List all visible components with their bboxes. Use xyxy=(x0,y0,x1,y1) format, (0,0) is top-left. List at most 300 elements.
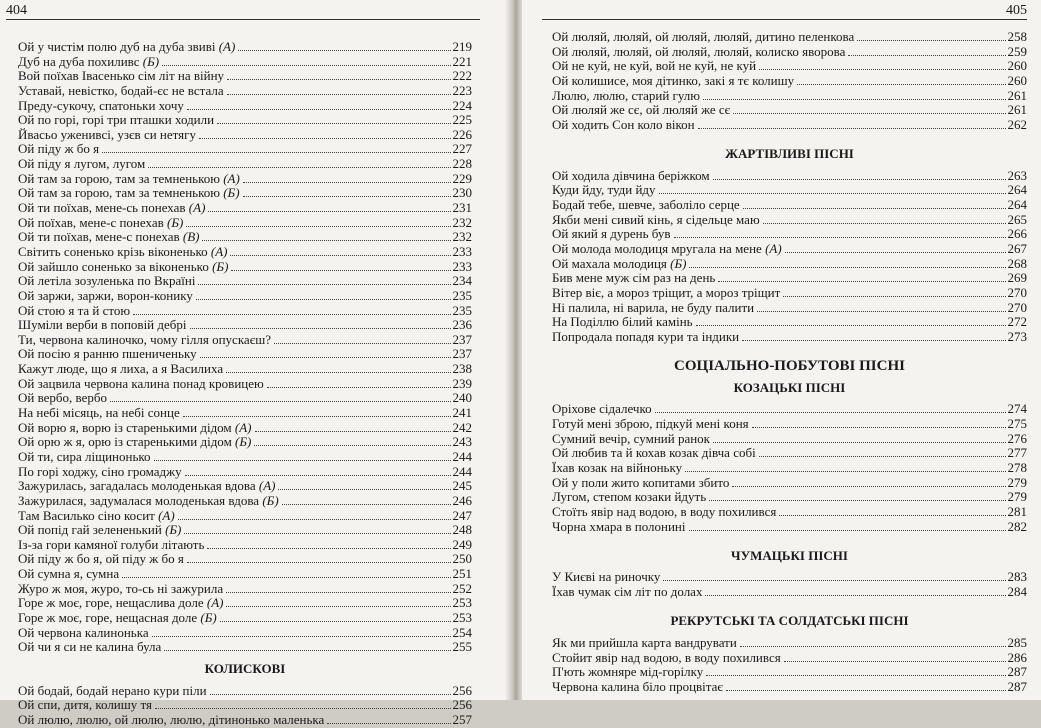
dot-leader xyxy=(759,456,1006,457)
toc-entry xyxy=(18,40,472,55)
dot-leader xyxy=(210,694,451,695)
entry-variant: (А) xyxy=(218,39,236,54)
toc-entry xyxy=(552,213,1027,228)
entry-page-number: 266 xyxy=(1007,226,1027,242)
entry-page-number: 239 xyxy=(452,375,472,391)
toc-entry xyxy=(552,89,1027,104)
dot-leader xyxy=(713,179,1006,180)
entry-title: Ой який я дурень був xyxy=(552,226,671,242)
dot-leader xyxy=(713,442,1006,443)
toc-entry xyxy=(552,198,1027,213)
toc-entry xyxy=(552,651,1027,666)
table-of-contents xyxy=(18,40,472,727)
subsection-heading: ЧУМАЦЬКІ ПІСНІ xyxy=(731,547,848,563)
toc-entry xyxy=(18,245,472,260)
toc-entry xyxy=(552,680,1027,695)
entry-page-number: 255 xyxy=(452,639,472,655)
entry-variant: (А) xyxy=(234,419,252,435)
dot-leader xyxy=(255,431,451,432)
toc-entry xyxy=(18,230,472,245)
entry-page-number: 222 xyxy=(452,68,472,84)
entry-variant: (Б) xyxy=(235,434,252,450)
entry-page-number: 234 xyxy=(452,273,472,289)
entry-title: Люлю, люлю, старий гулю xyxy=(552,87,700,103)
entry-page-number: 270 xyxy=(1007,284,1027,300)
entry-page-number: 258 xyxy=(1007,29,1027,44)
entry-page-number: 260 xyxy=(1007,58,1027,74)
dot-leader xyxy=(196,299,451,300)
toc-entry xyxy=(18,201,472,216)
entry-page-number: 254 xyxy=(452,624,472,640)
section-heading: СОЦІАЛЬНО-ПОБУТОВІ ПІСНІ xyxy=(674,358,905,375)
toc-entries xyxy=(552,30,1027,132)
entry-page-number: 235 xyxy=(452,302,472,318)
entry-page-number: 248 xyxy=(452,522,472,538)
entry-page-number: 273 xyxy=(1007,328,1027,344)
toc-entry xyxy=(18,479,472,494)
entry-title: Попродала попадя кури та індики xyxy=(552,328,740,344)
toc-entry xyxy=(18,582,472,597)
dot-leader xyxy=(110,401,451,402)
entry-title: Ой сумна я, сумна xyxy=(18,566,120,582)
entry-page-number: 287 xyxy=(1007,678,1027,694)
dot-leader xyxy=(718,281,1005,282)
toc-entry xyxy=(18,435,472,450)
toc-entry xyxy=(18,333,472,348)
entry-title: Ой молода молодиця мругала на мене (А) xyxy=(552,240,782,256)
dot-leader xyxy=(282,504,451,505)
entry-title: Бив мене муж сім раз на день xyxy=(552,270,716,286)
dot-leader xyxy=(183,416,451,417)
entry-page-number: 263 xyxy=(1007,167,1027,183)
entry-title: Ой летіла зозуленька по Вкраїні xyxy=(18,273,196,289)
entry-page-number: 279 xyxy=(1007,474,1027,490)
entry-page-number: 251 xyxy=(452,566,472,582)
table-of-contents xyxy=(552,30,1027,695)
entry-page-number: 284 xyxy=(1007,584,1027,600)
dot-leader xyxy=(797,84,1005,85)
right-page xyxy=(522,0,1041,700)
header-rule xyxy=(6,19,480,20)
dot-leader xyxy=(779,515,1005,516)
toc-entry xyxy=(18,596,472,611)
entry-title: Із-за гори камяної голуби літають xyxy=(18,536,205,552)
toc-entry xyxy=(552,118,1027,133)
entry-title: Ой ходить Сон коло вікон xyxy=(552,116,695,132)
entry-variant: (Б) xyxy=(212,258,229,274)
entry-title: Ти, червона калиночко, чому гілля опускаєш? xyxy=(18,331,272,347)
entry-page-number: 272 xyxy=(1007,314,1027,330)
dot-leader xyxy=(238,50,450,51)
entry-page-number: 282 xyxy=(1007,518,1027,534)
entry-title: Оріхове сідалечко xyxy=(552,401,652,417)
dot-leader xyxy=(164,650,450,651)
entry-variant: (Б) xyxy=(200,609,217,625)
toc-entries xyxy=(552,402,1027,534)
entry-title: Готуй мені зброю, підкуй мені коня xyxy=(552,416,749,432)
toc-entry xyxy=(18,421,472,436)
entry-page-number: 244 xyxy=(452,448,472,464)
entry-page-number: 244 xyxy=(452,463,472,479)
entry-variant: (А) xyxy=(258,478,276,494)
page-number: 405 xyxy=(1006,3,1027,18)
toc-entry xyxy=(18,698,472,713)
entry-page-number: 225 xyxy=(452,112,472,128)
entry-title: Як ми прийшла карта вандрувати xyxy=(552,635,737,651)
entry-page-number: 226 xyxy=(452,126,472,142)
toc-entry xyxy=(552,286,1027,301)
toc-entry xyxy=(552,330,1027,345)
section-heading: ЖАРТІВЛИВІ ПІСНІ xyxy=(725,146,854,162)
entry-page-number: 233 xyxy=(452,243,472,259)
entry-title: Ой поїхав, мене-с понехав (Б) xyxy=(18,214,184,230)
entry-page-number: 287 xyxy=(1007,664,1027,680)
toc-entry xyxy=(18,172,472,187)
entry-title: Ой там за горою, там за темненькою (Б) xyxy=(18,185,240,201)
dot-leader xyxy=(726,690,1006,691)
toc-entry xyxy=(18,84,472,99)
entry-title: Ой піду ж бо я xyxy=(18,141,100,157)
dot-leader xyxy=(752,427,1006,428)
entry-title: Світить соненько крізь віконенько (А) xyxy=(18,243,228,259)
toc-entry xyxy=(552,183,1027,198)
toc-entry xyxy=(18,362,472,377)
entry-title: Ой ти, сира ліщинонько xyxy=(18,448,151,464)
toc-entry xyxy=(552,461,1027,476)
entry-page-number: 285 xyxy=(1007,635,1027,651)
entry-page-number: 232 xyxy=(452,214,472,230)
dot-leader xyxy=(696,325,1006,326)
toc-entry xyxy=(18,186,472,201)
entry-title: Ой люляй же сє, ой люляй же сє xyxy=(552,102,731,118)
entry-page-number: 223 xyxy=(452,82,472,98)
dot-leader xyxy=(162,65,450,66)
entry-page-number: 269 xyxy=(1007,270,1027,286)
entry-title: Ой попід гай зелененький (Б) xyxy=(18,522,182,538)
toc-entry xyxy=(18,274,472,289)
entry-page-number: 261 xyxy=(1007,102,1027,118)
toc-entry xyxy=(18,538,472,553)
entry-page-number: 243 xyxy=(452,434,472,450)
entry-title: Ой заржи, заржи, ворон-конику xyxy=(18,287,193,303)
dot-leader xyxy=(148,167,450,168)
dot-leader xyxy=(709,500,1005,501)
entry-title: Шуміли верби в поповій дебрі xyxy=(18,317,187,333)
dot-leader xyxy=(184,533,450,534)
toc-entry xyxy=(552,432,1027,447)
entry-variant: (А) xyxy=(158,507,175,523)
entry-title: Ой у чистім полю дуб на дуба звиві (А) xyxy=(18,39,236,54)
toc-entry xyxy=(552,636,1027,651)
entry-page-number: 261 xyxy=(1007,87,1027,103)
entry-page-number: 259 xyxy=(1007,43,1027,59)
toc-entry xyxy=(552,505,1027,520)
entry-title: Вой поїхав Івасенько сім літ на війну xyxy=(18,68,225,84)
entry-title: Ой ходила дівчина беріжком xyxy=(552,167,710,183)
toc-entry xyxy=(18,509,472,524)
page-number: 404 xyxy=(6,3,27,18)
dot-leader xyxy=(732,486,1005,487)
dot-leader xyxy=(243,182,451,183)
entry-page-number: 279 xyxy=(1007,489,1027,505)
entry-page-number: 250 xyxy=(452,551,472,567)
entry-page-number: 262 xyxy=(1007,116,1027,132)
entry-title: Стоїть явір над водою, в воду похилився xyxy=(552,503,777,519)
toc-entry xyxy=(552,169,1027,184)
entry-title: Бодай тебе, шевче, заболіло серце xyxy=(552,197,740,213)
toc-entry xyxy=(552,570,1027,585)
toc-entries xyxy=(552,636,1027,695)
entry-page-number: 267 xyxy=(1007,240,1027,256)
entry-page-number: 286 xyxy=(1007,649,1027,665)
entry-page-number: 283 xyxy=(1007,569,1027,585)
entry-page-number: 224 xyxy=(452,97,472,113)
entry-title: Ой люлю, люлю, ой люлю, люлю, дітинонько маленька xyxy=(18,711,325,727)
dot-leader xyxy=(199,138,451,139)
entry-title: Дуб на дуба похиливс (Б) xyxy=(18,53,160,69)
toc-entry xyxy=(552,227,1027,242)
toc-entry xyxy=(18,260,472,275)
toc-entry xyxy=(18,406,472,421)
toc-entry xyxy=(18,713,472,728)
entry-title: Ой ти поїхав, мене-с понехав (В) xyxy=(18,229,200,245)
entry-title: Зажурилась, загадалась молоденькая вдова (А) xyxy=(18,478,276,494)
toc-entry xyxy=(18,216,472,231)
toc-entry xyxy=(18,157,472,172)
entry-title: Їхав козак на війноньку xyxy=(552,459,683,475)
dot-leader xyxy=(743,208,1006,209)
dot-leader xyxy=(198,284,450,285)
entry-variant: (В) xyxy=(182,229,200,245)
entry-title: Якби мені сивий кінь, я сідельце маю xyxy=(552,211,760,227)
entry-page-number: 241 xyxy=(452,405,472,421)
entry-title: Куди йду, туди йду xyxy=(552,182,656,198)
entry-title: Чорна хмара в полонині xyxy=(552,518,686,534)
toc-entry xyxy=(18,318,472,333)
subsection-heading: КОЗАЦЬКІ ПІСНІ xyxy=(733,379,846,395)
entry-page-number: 237 xyxy=(452,346,472,362)
dot-leader xyxy=(207,548,450,549)
entry-title: Ой ворю я, ворю із старенькими дідом (А) xyxy=(18,419,252,435)
dot-leader xyxy=(200,357,451,358)
entry-title: Стойит явір над водою, в воду похилився xyxy=(552,649,781,665)
entry-page-number: 229 xyxy=(452,170,472,186)
entry-page-number: 264 xyxy=(1007,182,1027,198)
dot-leader xyxy=(243,196,451,197)
left-page xyxy=(0,0,510,727)
dot-leader xyxy=(226,606,450,607)
entry-page-number: 253 xyxy=(452,595,472,611)
dot-leader xyxy=(102,152,450,153)
entry-page-number: 221 xyxy=(452,53,472,69)
dot-leader xyxy=(705,595,1005,596)
dot-leader xyxy=(152,636,451,637)
entry-title: Вітер віє, а мороз тріщит, а мороз тріщит xyxy=(552,284,781,300)
dot-leader xyxy=(857,40,1005,41)
dot-leader xyxy=(217,123,450,124)
entry-page-number: 253 xyxy=(452,609,472,625)
entry-page-number: 242 xyxy=(452,419,472,435)
section-heading: КОЛИСКОВІ xyxy=(204,660,286,676)
toc-entry xyxy=(18,128,472,143)
entry-title: Ой колишисе, моя дітинко, закі я тє колишу xyxy=(552,72,795,88)
subsection-heading: РЕКРУТСЬКІ ТА СОЛДАТСЬКІ ПІСНІ xyxy=(670,613,909,629)
toc-entry xyxy=(552,301,1027,316)
dot-leader xyxy=(655,412,1006,413)
entry-page-number: 277 xyxy=(1007,445,1027,461)
entry-title: Ой махала молодиця (Б) xyxy=(552,255,687,271)
entry-title: Ой не куй, не куй, вой не куй, не куй xyxy=(552,58,757,74)
dot-leader xyxy=(703,99,1006,100)
dot-leader xyxy=(689,530,1006,531)
dot-leader xyxy=(278,489,450,490)
toc-entry xyxy=(552,242,1027,257)
entry-title: Ой у поли жито копитами збито xyxy=(552,474,730,490)
entry-page-number: 268 xyxy=(1007,255,1027,271)
entry-page-number: 228 xyxy=(452,156,472,172)
entry-page-number: 278 xyxy=(1007,459,1027,475)
entry-variant: (Б) xyxy=(166,214,184,230)
entry-title: Йвасьо уженивсі, узєв си нетягу xyxy=(18,126,196,142)
entry-title: Там Василько сіно косит (А) xyxy=(18,507,175,523)
entry-title: Ой по горі, горі три пташки ходили xyxy=(18,112,215,128)
entry-page-number: 264 xyxy=(1007,197,1027,213)
entry-title: Ой червона калинонька xyxy=(18,624,149,640)
entry-page-number: 237 xyxy=(452,331,472,347)
toc-entry xyxy=(18,611,472,626)
entry-page-number: 249 xyxy=(452,536,472,552)
toc-entry xyxy=(18,626,472,641)
entry-title: Ой орю ж я, орю із старенькими дідом (Б) xyxy=(18,434,252,450)
entry-page-number: 281 xyxy=(1007,503,1027,519)
entry-page-number: 257 xyxy=(452,711,472,727)
dot-leader xyxy=(698,128,1006,129)
dot-leader xyxy=(274,343,450,344)
entry-title: Ой зайшло соненько за віконенько (Б) xyxy=(18,258,229,274)
entry-page-number: 245 xyxy=(452,478,472,494)
dot-leader xyxy=(154,460,451,461)
toc-entry xyxy=(18,69,472,84)
entry-title: Ой люляй, люляй, ой люляй, люляй, колиско яворова xyxy=(552,43,846,59)
dot-leader xyxy=(190,328,451,329)
entry-variant: (Б) xyxy=(142,53,160,69)
entry-page-number: 240 xyxy=(452,390,472,406)
dot-leader xyxy=(783,296,1005,297)
entry-page-number: 247 xyxy=(452,507,472,523)
dot-leader xyxy=(663,580,1005,581)
toc-entry xyxy=(18,567,472,582)
toc-entry xyxy=(18,523,472,538)
dot-leader xyxy=(757,311,1005,312)
entry-variant: (А) xyxy=(206,595,224,611)
toc-entry xyxy=(552,74,1027,89)
dot-leader xyxy=(226,372,450,373)
entry-title: Ой любив та й кохав козак дівча собі xyxy=(552,445,756,461)
toc-entry xyxy=(552,490,1027,505)
entry-title: Кажут люде, що я лиха, а я Василиха xyxy=(18,361,224,377)
dot-leader xyxy=(763,223,1006,224)
entry-title: Ой чи я си не калина була xyxy=(18,639,162,655)
toc-entry xyxy=(18,494,472,509)
dot-leader xyxy=(187,109,451,110)
entry-title: Ой вербо, вербо xyxy=(18,390,107,406)
toc-entries xyxy=(18,684,472,728)
entry-page-number: 276 xyxy=(1007,430,1027,446)
dot-leader xyxy=(784,661,1006,662)
entry-page-number: 256 xyxy=(452,682,472,698)
entry-title: Ой там за горою, там за темненькою (А) xyxy=(18,170,240,186)
entry-variant: (А) xyxy=(210,243,228,259)
dot-leader xyxy=(740,646,1006,647)
entry-title: Ой стою я та й стою xyxy=(18,302,131,318)
entry-page-number: 265 xyxy=(1007,211,1027,227)
toc-entries xyxy=(552,570,1027,599)
entry-variant: (Б) xyxy=(223,185,240,201)
dot-leader xyxy=(848,55,1005,56)
dot-leader xyxy=(254,445,450,446)
entry-title: Ой спи, дитя, колишу тя xyxy=(18,697,153,713)
toc-entry xyxy=(18,289,472,304)
entry-page-number: 219 xyxy=(452,39,472,54)
dot-leader xyxy=(785,252,1006,253)
dot-leader xyxy=(202,240,450,241)
entry-variant: (Б) xyxy=(165,522,182,538)
entry-page-number: 231 xyxy=(452,200,472,216)
toc-entry xyxy=(552,30,1027,45)
entry-page-number: 233 xyxy=(452,258,472,274)
toc-entry xyxy=(18,99,472,114)
dot-leader xyxy=(155,708,450,709)
entry-title: Лугом, степом козаки йдуть xyxy=(552,489,707,505)
toc-entry xyxy=(552,103,1027,118)
toc-entry xyxy=(18,377,472,392)
entry-title: Зажурилася, задумалася молоденькая вдова (Б) xyxy=(18,492,279,508)
entry-title: По горі ходжу, сіно громаджу xyxy=(18,463,182,479)
dot-leader xyxy=(230,255,450,256)
toc-entry xyxy=(18,347,472,362)
toc-entry xyxy=(552,476,1027,491)
toc-entry xyxy=(552,45,1027,60)
dot-leader xyxy=(733,113,1005,114)
dot-leader xyxy=(133,314,450,315)
entry-page-number: 252 xyxy=(452,580,472,596)
entry-page-number: 238 xyxy=(452,361,472,377)
entry-title: Їхав чумак сім літ по долах xyxy=(552,584,703,600)
dot-leader xyxy=(267,387,451,388)
toc-entry xyxy=(552,585,1027,600)
entry-title: П'ють жомняре мід-горілку xyxy=(552,664,704,680)
entry-title: Ой піду я лугом, лугом xyxy=(18,156,146,172)
entry-page-number: 270 xyxy=(1007,299,1027,315)
dot-leader xyxy=(759,69,1005,70)
entry-title: Ой люляй, люляй, ой люляй, люляй, дитино пеленкова xyxy=(552,29,855,44)
entry-title: Преду-сукочу, спатоньки хочу xyxy=(18,97,184,113)
entry-page-number: 246 xyxy=(452,492,472,508)
toc-entry xyxy=(18,113,472,128)
entry-page-number: 236 xyxy=(452,317,472,333)
dot-leader xyxy=(185,475,451,476)
dot-leader xyxy=(220,621,451,622)
entry-title: У Києві на риночку xyxy=(552,569,661,585)
entry-title: Уставай, невістко, бодай-єс не встала xyxy=(18,82,224,98)
entry-title: Горе ж моє, горе, нещаслива доле (А) xyxy=(18,595,224,611)
toc-entry xyxy=(552,402,1027,417)
toc-entry xyxy=(552,271,1027,286)
dot-leader xyxy=(685,471,1005,472)
dot-leader xyxy=(208,211,450,212)
toc-entry xyxy=(18,684,472,699)
dot-leader xyxy=(226,592,450,593)
